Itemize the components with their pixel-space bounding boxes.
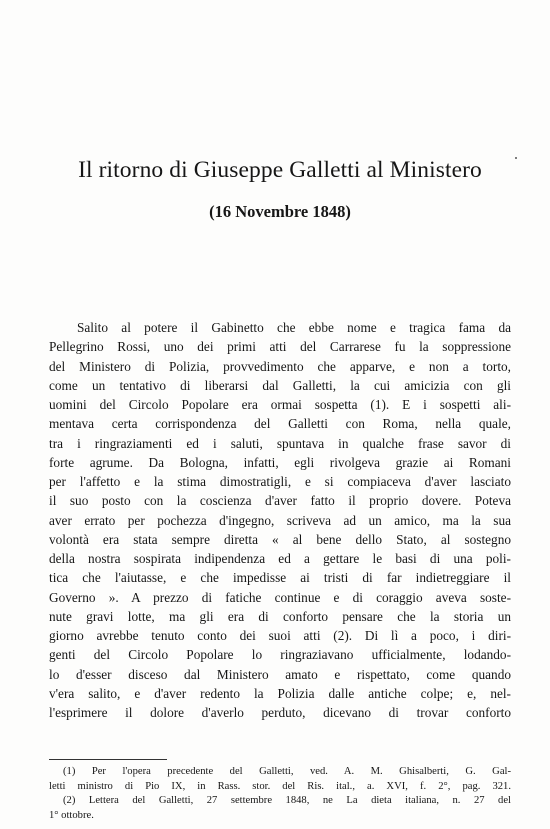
- footnote-divider: [49, 759, 167, 760]
- text-line: il suo posto con la coscienza d'aver fatto il proprio dovere. Poteva: [49, 493, 511, 509]
- text-line: uomini del Circolo Popolare era ormai sospetta (1). E i sospetti ali-: [49, 397, 511, 412]
- text-line: v'era salito, e d'aver redento la Polizia dalle antiche colpe; e, nel-: [49, 685, 511, 701]
- text-line: giorno avrebbe tenuto conto dei suoi atti (2). Di lì a poco, i diri-: [49, 628, 511, 643]
- body-paragraph: [49, 318, 511, 722]
- chapter-title: Il ritorno di Giuseppe Galletti al Ministero: [78, 157, 482, 183]
- print-speck: [515, 157, 517, 159]
- text-line: genti del Circolo Popolare lo ringraziavano ufficialmente, lodando-: [49, 647, 511, 663]
- text-line: lo d'esser disceso dal Ministero amato e rispettato, come quando: [49, 666, 511, 682]
- text-line: come un tentativo di liberarsi dal Galletti, la cui amicizia con gli: [49, 377, 511, 393]
- text-line: Salito al potere il Gabinetto che ebbe nome e tragica fama da: [77, 320, 511, 335]
- footnote-line: letti ministro di Pio IX, in Rass. stor. del Ris. ital., a. XVI, f. 2°, pag. 321.: [49, 780, 511, 792]
- text-line: Governo ». A prezzo di fatiche continue e di coraggio aveva soste-: [49, 589, 511, 605]
- text-line: nute gravi lotte, ma gli era di conforto pensare che la storia un: [49, 608, 511, 624]
- footnote-line: (1) Per l'opera precedente del Galletti, ved. A. M. Ghisalberti, G. Gal-: [63, 766, 511, 777]
- footnotes: [49, 765, 511, 823]
- text-line: tica che l'aiutasse, e che impedisse ai tristi di far indietreggiare il: [49, 570, 511, 586]
- text-line: per l'affetto e la stima dimostratigli, e si compiaceva d'aver lasciato: [49, 474, 511, 489]
- text-line: volontà era stata sempre diretta « al bene dello Stato, al sostegno: [49, 531, 511, 547]
- text-line: Pellegrino Rossi, uno dei primi atti del Carrarese fu la soppressione: [49, 339, 511, 355]
- text-line: mentava certa corrispondenza del Galletti con Roma, nella quale,: [49, 416, 511, 432]
- chapter-date-subtitle: (16 Novembre 1848): [209, 202, 351, 221]
- text-line: del Ministero di Polizia, provvedimento che apparve, e non a torto,: [49, 358, 511, 374]
- text-line: l'esprimere il dolore d'averlo perduto, dicevano di trovar conforto: [49, 705, 511, 720]
- text-line: aver errato per pochezza d'ingegno, scriveva ad un amico, ma la sua: [49, 512, 511, 528]
- text-line: forte agrume. Da Bologna, infatti, egli rivolgeva grazie ai Romani: [49, 454, 511, 470]
- text-line: della nostra sospirata indipendenza ed a gettare le basi di una poli-: [49, 551, 511, 566]
- footnote-line: (2) Lettera del Galletti, 27 settembre 1848, ne La dieta italiana, n. 27 del: [63, 795, 511, 806]
- text-line: tra i ringraziamenti ed i saluti, spuntava in qualche frase savor di: [49, 435, 511, 451]
- footnote-line: 1° ottobre.: [49, 809, 94, 821]
